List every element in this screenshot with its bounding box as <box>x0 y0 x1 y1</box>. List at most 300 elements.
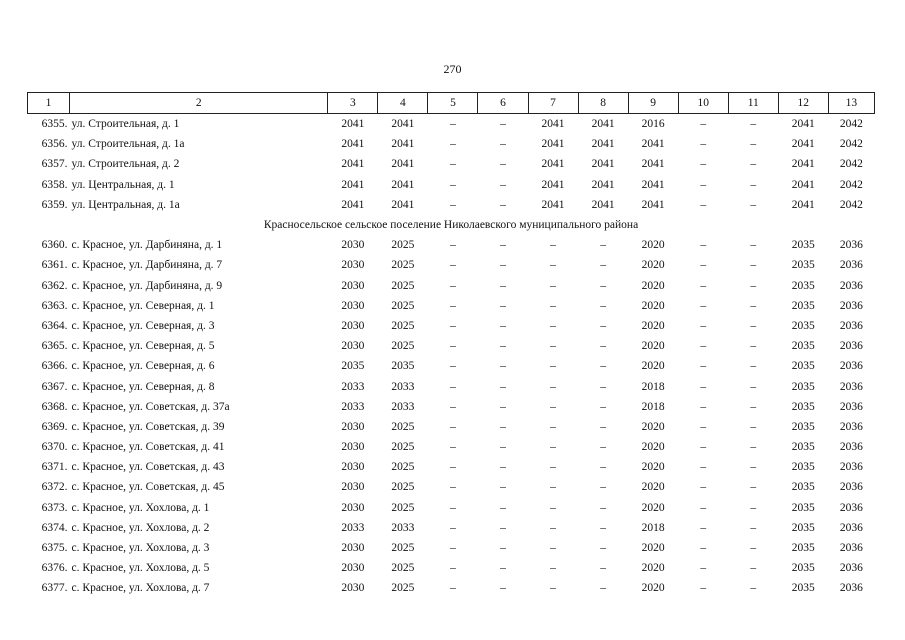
value-cell: 2041 <box>391 118 415 131</box>
value-cell: – <box>600 400 606 413</box>
value-cell: 2020 <box>641 501 665 514</box>
value-cell: 2016 <box>641 118 665 131</box>
row-number-cell: 6371. <box>41 461 68 474</box>
value-cell: 2041 <box>641 178 665 191</box>
row-number-cell: 6366. <box>41 360 68 373</box>
value-cell: – <box>750 259 757 272</box>
value-cell: 2030 <box>341 299 365 312</box>
value-cell: – <box>500 380 506 393</box>
value-cell: – <box>550 420 556 433</box>
table-row <box>28 498 875 518</box>
value-cell: – <box>750 562 757 575</box>
value-cell: 2036 <box>839 542 863 555</box>
value-cell: 2041 <box>541 138 565 151</box>
value-cell: – <box>700 360 707 373</box>
header-row <box>28 93 875 114</box>
address-cell: ул. Строительная, д. 1а <box>71 138 185 151</box>
value-cell: 2035 <box>791 542 815 555</box>
value-cell: 2020 <box>641 582 665 595</box>
value-cell: 2035 <box>341 360 365 373</box>
value-cell: 2035 <box>791 582 815 595</box>
table-row <box>28 296 875 316</box>
value-cell: 2025 <box>391 441 415 454</box>
column-header: 9 <box>628 93 678 114</box>
value-cell: – <box>500 178 506 191</box>
value-cell: 2041 <box>341 138 365 151</box>
value-cell: 2041 <box>591 138 615 151</box>
value-cell: – <box>600 380 606 393</box>
value-cell: – <box>750 582 757 595</box>
value-cell: – <box>700 562 707 575</box>
value-cell: – <box>700 178 707 191</box>
value-cell: 2033 <box>341 521 365 534</box>
table-row <box>28 154 875 174</box>
table-row <box>28 397 875 417</box>
value-cell: 2041 <box>341 118 365 131</box>
value-cell: – <box>700 501 707 514</box>
value-cell: 2025 <box>391 279 415 292</box>
value-cell: 2030 <box>341 259 365 272</box>
address-cell: с. Красное, ул. Северная, д. 1 <box>71 299 215 312</box>
value-cell: – <box>500 562 506 575</box>
value-cell: 2030 <box>341 340 365 353</box>
table-row <box>28 518 875 538</box>
row-number-cell: 6369. <box>41 420 68 433</box>
value-cell: 2036 <box>839 239 863 252</box>
value-cell: 2030 <box>341 562 365 575</box>
column-header: 7 <box>528 93 578 114</box>
value-cell: 2035 <box>791 441 815 454</box>
value-cell: – <box>750 501 757 514</box>
value-cell: 2020 <box>641 461 665 474</box>
value-cell: 2025 <box>391 461 415 474</box>
value-cell: – <box>550 501 556 514</box>
value-cell: – <box>700 582 707 595</box>
column-header: 5 <box>428 93 478 114</box>
value-cell: – <box>550 259 556 272</box>
value-cell: 2035 <box>791 481 815 494</box>
value-cell: – <box>700 198 707 211</box>
value-cell: 2041 <box>391 138 415 151</box>
value-cell: – <box>500 461 506 474</box>
value-cell: 2030 <box>341 319 365 332</box>
value-cell: 2025 <box>391 501 415 514</box>
value-cell: – <box>500 400 506 413</box>
value-cell: 2035 <box>791 380 815 393</box>
row-number-cell: 6370. <box>41 441 68 454</box>
value-cell: 2041 <box>541 158 565 171</box>
column-header: 11 <box>728 93 778 114</box>
address-cell: с. Красное, ул. Советская, д. 43 <box>71 461 225 474</box>
value-cell: 2025 <box>391 420 415 433</box>
value-cell: – <box>500 481 506 494</box>
value-cell: 2041 <box>591 178 615 191</box>
value-cell: – <box>450 521 456 534</box>
value-cell: 2025 <box>391 319 415 332</box>
value-cell: – <box>450 118 456 131</box>
value-cell: – <box>550 279 556 292</box>
value-cell: – <box>600 340 606 353</box>
row-number-cell: 6356. <box>41 138 68 151</box>
value-cell: 2036 <box>839 380 863 393</box>
value-cell: – <box>700 319 707 332</box>
row-number-cell: 6374. <box>41 521 68 534</box>
value-cell: – <box>750 461 757 474</box>
value-cell: 2025 <box>391 340 415 353</box>
value-cell: 2035 <box>391 360 415 373</box>
value-cell: 2036 <box>839 501 863 514</box>
address-cell: ул. Строительная, д. 2 <box>71 158 180 171</box>
value-cell: – <box>550 542 556 555</box>
row-number-cell: 6365. <box>41 340 68 353</box>
value-cell: – <box>450 178 456 191</box>
table-row <box>28 195 875 215</box>
value-cell: 2033 <box>341 380 365 393</box>
value-cell: – <box>500 279 506 292</box>
value-cell: – <box>600 259 606 272</box>
address-cell: с. Красное, ул. Советская, д. 45 <box>71 481 225 494</box>
table-row <box>28 538 875 558</box>
value-cell: – <box>600 239 606 252</box>
value-cell: – <box>750 441 757 454</box>
value-cell: – <box>500 198 506 211</box>
value-cell: – <box>750 198 757 211</box>
value-cell: – <box>750 319 757 332</box>
value-cell: 2042 <box>839 118 863 131</box>
value-cell: 2020 <box>641 259 665 272</box>
value-cell: – <box>550 239 556 252</box>
value-cell: – <box>700 400 707 413</box>
value-cell: 2036 <box>839 521 863 534</box>
value-cell: – <box>750 279 757 292</box>
table-row <box>28 417 875 437</box>
value-cell: 2042 <box>839 198 863 211</box>
value-cell: – <box>550 441 556 454</box>
value-cell: 2030 <box>341 582 365 595</box>
address-cell: с. Красное, ул. Хохлова, д. 5 <box>71 562 210 575</box>
value-cell: 2036 <box>839 259 863 272</box>
value-cell: – <box>750 360 757 373</box>
value-cell: – <box>450 582 456 595</box>
value-cell: 2041 <box>591 198 615 211</box>
value-cell: – <box>750 239 757 252</box>
value-cell: – <box>700 380 707 393</box>
address-cell: с. Красное, ул. Хохлова, д. 2 <box>71 521 210 534</box>
value-cell: – <box>700 481 707 494</box>
value-cell: 2030 <box>341 420 365 433</box>
value-cell: – <box>750 481 757 494</box>
value-cell: – <box>600 319 606 332</box>
row-number-cell: 6360. <box>41 239 68 252</box>
value-cell: 2020 <box>641 420 665 433</box>
value-cell: 2041 <box>341 198 365 211</box>
column-header: 2 <box>70 93 328 114</box>
section-row <box>28 215 875 235</box>
value-cell: 2030 <box>341 481 365 494</box>
value-cell: – <box>700 299 707 312</box>
value-cell: – <box>450 542 456 555</box>
value-cell: 2035 <box>791 420 815 433</box>
value-cell: 2041 <box>391 198 415 211</box>
row-number-cell: 6362. <box>41 279 68 292</box>
value-cell: 2041 <box>591 158 615 171</box>
address-cell: ул. Центральная, д. 1 <box>71 178 175 191</box>
value-cell: – <box>550 562 556 575</box>
value-cell: – <box>700 521 707 534</box>
value-cell: – <box>550 299 556 312</box>
value-cell: 2025 <box>391 542 415 555</box>
value-cell: – <box>600 582 606 595</box>
data-table <box>27 92 875 599</box>
value-cell: 2036 <box>839 360 863 373</box>
value-cell: 2018 <box>641 400 665 413</box>
value-cell: – <box>450 380 456 393</box>
row-number-cell: 6359. <box>41 198 68 211</box>
address-cell: ул. Строительная, д. 1 <box>71 118 180 131</box>
address-cell: с. Красное, ул. Советская, д. 39 <box>71 420 225 433</box>
value-cell: 2035 <box>791 319 815 332</box>
value-cell: 2020 <box>641 299 665 312</box>
value-cell: 2030 <box>341 239 365 252</box>
value-cell: – <box>500 138 506 151</box>
value-cell: 2041 <box>791 198 815 211</box>
value-cell: – <box>500 360 506 373</box>
value-cell: – <box>500 340 506 353</box>
value-cell: 2036 <box>839 481 863 494</box>
value-cell: – <box>750 118 757 131</box>
address-cell: с. Красное, ул. Дарбиняна, д. 9 <box>71 279 223 292</box>
value-cell: 2033 <box>391 380 415 393</box>
value-cell: – <box>700 118 707 131</box>
value-cell: – <box>750 178 757 191</box>
section-title: Красносельское сельское поселение Николаевского муниципального района <box>263 219 639 232</box>
value-cell: 2035 <box>791 461 815 474</box>
value-cell: – <box>750 521 757 534</box>
value-cell: – <box>450 340 456 353</box>
table-row <box>28 558 875 578</box>
row-number-cell: 6355. <box>41 118 68 131</box>
value-cell: 2035 <box>791 521 815 534</box>
value-cell: 2035 <box>791 340 815 353</box>
column-header: 6 <box>478 93 528 114</box>
value-cell: 2033 <box>341 400 365 413</box>
value-cell: 2042 <box>839 178 863 191</box>
address-cell: с. Красное, ул. Дарбиняна, д. 1 <box>71 239 223 252</box>
value-cell: 2036 <box>839 299 863 312</box>
table-row <box>28 477 875 497</box>
value-cell: – <box>550 481 556 494</box>
value-cell: 2035 <box>791 562 815 575</box>
value-cell: – <box>450 501 456 514</box>
value-cell: 2020 <box>641 360 665 373</box>
value-cell: – <box>550 360 556 373</box>
value-cell: 2030 <box>341 279 365 292</box>
row-number-cell: 6375. <box>41 542 68 555</box>
address-cell: с. Красное, ул. Хохлова, д. 7 <box>71 582 210 595</box>
value-cell: – <box>600 461 606 474</box>
value-cell: – <box>750 542 757 555</box>
value-cell: – <box>550 461 556 474</box>
value-cell: – <box>700 420 707 433</box>
value-cell: – <box>600 299 606 312</box>
value-cell: – <box>750 400 757 413</box>
value-cell: 2020 <box>641 340 665 353</box>
value-cell: – <box>500 158 506 171</box>
row-number-cell: 6361. <box>41 259 68 272</box>
value-cell: – <box>550 582 556 595</box>
value-cell: – <box>550 521 556 534</box>
value-cell: 2041 <box>391 158 415 171</box>
row-number-cell: 6377. <box>41 582 68 595</box>
value-cell: – <box>500 582 506 595</box>
row-number-cell: 6373. <box>41 501 68 514</box>
value-cell: 2020 <box>641 279 665 292</box>
row-number-cell: 6357. <box>41 158 68 171</box>
table-row <box>28 255 875 275</box>
value-cell: 2041 <box>341 158 365 171</box>
value-cell: 2041 <box>641 138 665 151</box>
value-cell: – <box>600 562 606 575</box>
value-cell: – <box>750 380 757 393</box>
value-cell: 2025 <box>391 259 415 272</box>
value-cell: 2036 <box>839 461 863 474</box>
value-cell: – <box>750 299 757 312</box>
value-cell: 2041 <box>391 178 415 191</box>
table-body-lower <box>28 235 875 598</box>
value-cell: 2030 <box>341 501 365 514</box>
address-cell: с. Красное, ул. Северная, д. 5 <box>71 340 215 353</box>
value-cell: – <box>600 360 606 373</box>
address-cell: с. Красное, ул. Дарбиняна, д. 7 <box>71 259 223 272</box>
value-cell: – <box>450 138 456 151</box>
table-body-upper <box>28 114 875 215</box>
row-number-cell: 6364. <box>41 319 68 332</box>
value-cell: – <box>450 562 456 575</box>
value-cell: – <box>700 542 707 555</box>
value-cell: – <box>450 319 456 332</box>
value-cell: – <box>700 138 707 151</box>
value-cell: – <box>700 239 707 252</box>
address-cell: с. Красное, ул. Советская, д. 41 <box>71 441 225 454</box>
value-cell: 2036 <box>839 562 863 575</box>
value-cell: – <box>450 461 456 474</box>
value-cell: – <box>600 501 606 514</box>
value-cell: 2030 <box>341 542 365 555</box>
value-cell: 2041 <box>341 178 365 191</box>
value-cell: 2041 <box>541 178 565 191</box>
table-row <box>28 457 875 477</box>
value-cell: – <box>600 521 606 534</box>
value-cell: – <box>500 239 506 252</box>
value-cell: – <box>450 299 456 312</box>
table-row <box>28 437 875 457</box>
value-cell: 2020 <box>641 481 665 494</box>
column-header: 4 <box>378 93 428 114</box>
table-row <box>28 336 875 356</box>
value-cell: 2036 <box>839 340 863 353</box>
value-cell: – <box>700 461 707 474</box>
address-cell: с. Красное, ул. Советская, д. 37а <box>71 400 230 413</box>
value-cell: – <box>700 441 707 454</box>
value-cell: – <box>550 340 556 353</box>
value-cell: 2041 <box>791 178 815 191</box>
value-cell: – <box>500 299 506 312</box>
value-cell: 2033 <box>391 400 415 413</box>
value-cell: 2036 <box>839 420 863 433</box>
value-cell: 2036 <box>839 279 863 292</box>
value-cell: 2033 <box>391 521 415 534</box>
value-cell: – <box>450 420 456 433</box>
row-number-cell: 6363. <box>41 299 68 312</box>
column-header: 12 <box>778 93 828 114</box>
value-cell: – <box>600 481 606 494</box>
value-cell: 2035 <box>791 259 815 272</box>
value-cell: – <box>450 279 456 292</box>
value-cell: 2025 <box>391 582 415 595</box>
address-cell: с. Красное, ул. Северная, д. 6 <box>71 360 215 373</box>
value-cell: – <box>450 198 456 211</box>
value-cell: – <box>500 542 506 555</box>
value-cell: – <box>500 259 506 272</box>
value-cell: – <box>700 340 707 353</box>
value-cell: 2041 <box>641 198 665 211</box>
value-cell: – <box>550 319 556 332</box>
value-cell: – <box>450 158 456 171</box>
value-cell: 2035 <box>791 400 815 413</box>
table-row <box>28 376 875 396</box>
value-cell: – <box>450 481 456 494</box>
value-cell: 2020 <box>641 239 665 252</box>
value-cell: 2041 <box>791 158 815 171</box>
value-cell: 2036 <box>839 582 863 595</box>
table-header <box>28 93 875 114</box>
value-cell: – <box>550 380 556 393</box>
page-number: 270 <box>443 62 462 76</box>
value-cell: 2018 <box>641 521 665 534</box>
table-row <box>28 235 875 255</box>
value-cell: 2041 <box>791 138 815 151</box>
table-row <box>28 356 875 376</box>
value-cell: 2035 <box>791 360 815 373</box>
value-cell: – <box>500 441 506 454</box>
value-cell: 2035 <box>791 299 815 312</box>
value-cell: – <box>750 340 757 353</box>
value-cell: 2025 <box>391 299 415 312</box>
section-body <box>28 215 875 235</box>
value-cell: – <box>500 501 506 514</box>
value-cell: 2025 <box>391 562 415 575</box>
value-cell: – <box>500 118 506 131</box>
address-cell: с. Красное, ул. Северная, д. 8 <box>71 380 215 393</box>
value-cell: – <box>700 158 707 171</box>
value-cell: 2035 <box>791 501 815 514</box>
column-header: 8 <box>578 93 628 114</box>
value-cell: 2041 <box>791 118 815 131</box>
value-cell: – <box>450 441 456 454</box>
table-row <box>28 276 875 296</box>
value-cell: – <box>600 420 606 433</box>
value-cell: – <box>450 239 456 252</box>
column-header: 1 <box>28 93 70 114</box>
address-cell: ул. Центральная, д. 1а <box>71 198 180 211</box>
value-cell: 2020 <box>641 542 665 555</box>
table-row <box>28 175 875 195</box>
value-cell: – <box>450 259 456 272</box>
value-cell: – <box>450 360 456 373</box>
value-cell: – <box>600 279 606 292</box>
value-cell: 2025 <box>391 481 415 494</box>
table-row <box>28 114 875 135</box>
